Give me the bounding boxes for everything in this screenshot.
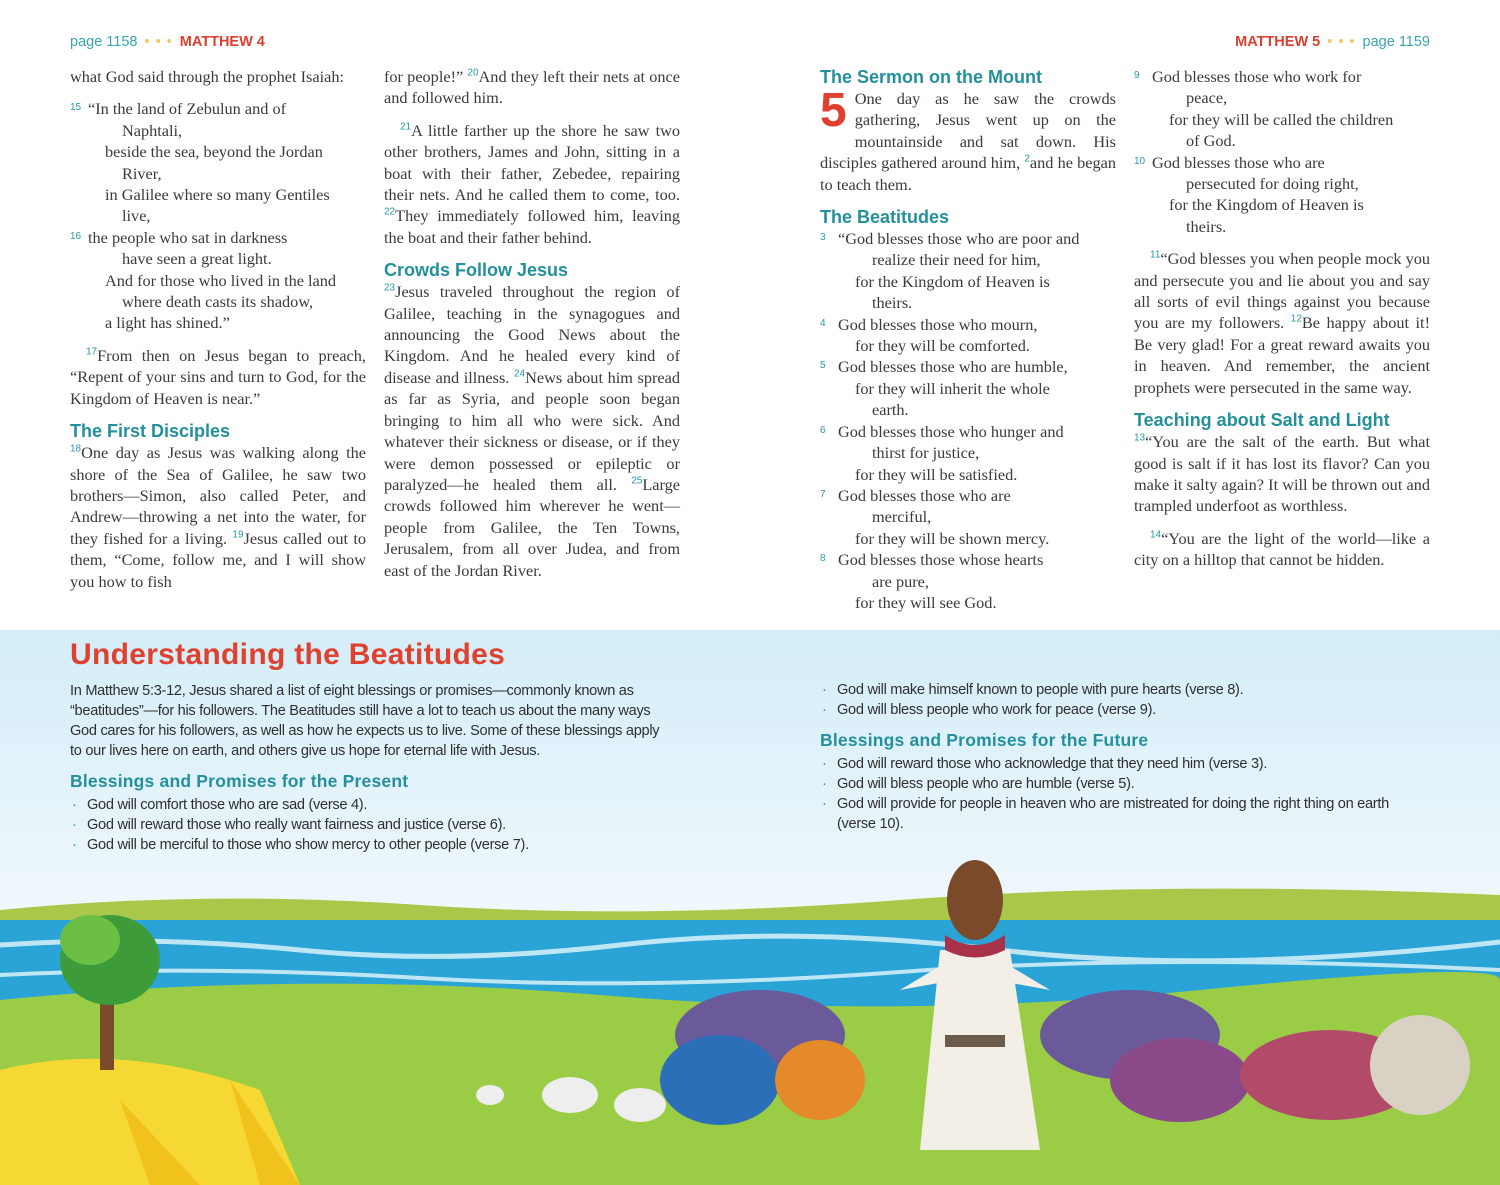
verse-text: for they will be called the children: [1169, 109, 1394, 129]
verse-number: 2: [1024, 153, 1030, 165]
paragraph: [384, 281, 680, 581]
verse-text: Large crowds followed him wherever he went—people from Galilee, the Ten Towns, Jerusalem, from all over Judea, and from east of the Jordan River.: [384, 474, 680, 580]
verse-number: 22: [384, 207, 396, 219]
verse-text: God blesses those whose hearts: [838, 550, 1044, 570]
feature-intro: In Matthew 5:3-12, Jesus shared a list of eight blessings or promises—commonly known as “beatitudes”—for his followers. The Beatitudes still have a lot to teach us about the many ways God cares for his followers, as well as how he expects us to live. Some of these blessings apply to our lives here on earth, and others give us hope for eternal life with Jesus.: [70, 683, 660, 759]
verse-text: for they will see God.: [855, 592, 997, 612]
list-item: · God will be merciful to those who show mercy to other people (verse 7).: [70, 835, 670, 855]
poetry-line: [820, 528, 1116, 549]
verse-number: 25: [631, 475, 643, 487]
verse-text: And they left their nets at once and followed him.: [384, 67, 681, 108]
paragraph: [1134, 528, 1430, 571]
poetry-line: [820, 314, 1116, 335]
verse-text: Jesus traveled throughout the region of Galilee, teaching in the synagogues and announcing the Good News about the Kingdom. And he healed every kind of disease and illness.: [384, 282, 680, 387]
poetry-line: [820, 335, 1116, 356]
verse-number: 4: [820, 317, 826, 329]
verse-text: God blesses those who are: [838, 485, 1011, 505]
future-heading: Blessings and Promises for the Future: [820, 730, 1149, 750]
verse-number: 9: [1134, 70, 1140, 81]
verse-text: where death casts its shadow,: [122, 292, 314, 312]
future-list: [820, 754, 1420, 834]
poetry-line: [820, 378, 1116, 399]
list-item: · God will reward those who acknowledge that they need him (verse 3).: [820, 754, 1420, 774]
text-column-3: [820, 66, 1116, 624]
verse-text: beside the sea, beyond the Jordan: [105, 142, 323, 162]
verse-text: “God blesses you when people mock you and persecute you and lie about you and say all sorts of evil things against you because you are my followers.: [1134, 249, 1430, 333]
verse-text: One day as he saw the crowds gathering, Jesus went up on the mountainside and sat down. His disciples gathered around him,: [820, 89, 1116, 173]
poetry-line: [1134, 87, 1430, 108]
poetry-line: [820, 356, 1116, 377]
poetry-line: [1134, 152, 1430, 173]
verse-text: A little farther up the shore he saw two other brothers, James and John, sitting in a boat with their father, Zebedee, repairing their nets. And he called them to come, too.: [384, 120, 680, 205]
present-list: [70, 795, 670, 855]
list-item: · God will reward those who really want fairness and justice (verse 6).: [70, 815, 670, 835]
verse-number: 18: [70, 443, 82, 455]
verse-number: 6: [820, 424, 826, 436]
poetry-line: [1134, 109, 1430, 130]
verse-text: God blesses those who mourn,: [838, 314, 1038, 334]
paragraph: [70, 442, 366, 592]
poetry-line: [820, 421, 1116, 442]
text-column-2: [384, 66, 680, 592]
verse-text: One day as Jesus was walking along the shore of the Sea of Galilee, he saw two brothers—Simon, also called Peter, and Andrew—throwing a net into the water, for they fished for a living.: [70, 443, 366, 548]
poetry-line: [70, 98, 366, 119]
verse-text: for they will be shown mercy.: [855, 528, 1050, 548]
verse-number: 23: [384, 282, 396, 294]
list-item: · God will provide for people in heaven who are mistreated for doing the right thing on earth (verse 10).: [820, 794, 1420, 834]
paragraph: [70, 66, 366, 87]
verse-text: for people!”: [384, 67, 468, 86]
verse-number: 3: [820, 232, 826, 244]
section-heading: Crowds Follow Jesus: [384, 260, 569, 281]
book-chapter: MATTHEW 5: [1235, 34, 1321, 50]
verse-text: what God said through the prophet Isaiah:: [70, 67, 345, 86]
verse-text: God blesses those who are humble,: [838, 357, 1068, 377]
chapter-number: 5: [820, 84, 847, 137]
list-item: · God will bless people who are humble (verse 5).: [820, 774, 1420, 794]
verse-text: God blesses those who are: [1152, 152, 1325, 172]
verse-text: merciful,: [872, 507, 932, 527]
verse-text: have seen a great light.: [122, 249, 272, 269]
verse-text: the people who sat in darkness: [88, 227, 288, 247]
running-header-left: [70, 34, 265, 50]
poetry-line: [820, 464, 1116, 485]
poetry-line: [1134, 66, 1430, 87]
paragraph: [820, 84, 1117, 195]
verse-number: 19: [232, 529, 244, 541]
poetry-line: [820, 442, 1116, 463]
verse-text: are pure,: [872, 571, 929, 591]
verse-text: River,: [122, 163, 162, 183]
verse-text: Naphtali,: [122, 120, 183, 140]
poetry-line: [70, 270, 366, 291]
poetry-line: [70, 163, 366, 184]
poetry-line: [70, 312, 366, 333]
poetry-line: [820, 571, 1116, 592]
present-list-continued: [820, 680, 1420, 720]
paragraph: [1134, 431, 1430, 517]
verse-text: for they will be comforted.: [855, 336, 1030, 356]
section-heading: The First Disciples: [70, 421, 231, 442]
poetry-line: [70, 291, 366, 312]
page-number: page 1159: [1362, 34, 1430, 50]
poetry-line: [1134, 173, 1430, 194]
verse-text: peace,: [1186, 88, 1228, 108]
page-number: page 1158: [70, 34, 138, 50]
running-header-right: [1235, 34, 1430, 50]
poetry-line: [70, 248, 366, 269]
verse-text: Be happy about it! Be very glad! For a great reward awaits you in heaven. And remember, the ancient prophets were persecuted in the same way.: [1134, 313, 1430, 397]
verse-number: 17: [86, 346, 98, 358]
verse-text: theirs.: [1186, 216, 1227, 236]
feature-right-column: [820, 680, 1420, 834]
verse-number: 5: [820, 360, 826, 372]
verse-text: realize their need for him,: [872, 250, 1041, 270]
verse-text: Jesus called out to them, “Come, follow me, and I will show you how to fish: [70, 528, 366, 591]
poetry-block: [820, 228, 1116, 613]
poetry-line: [1134, 216, 1430, 237]
paragraph: [384, 66, 680, 109]
section-heading: The Sermon on the Mount: [820, 67, 1042, 87]
verse-number: 7: [820, 488, 826, 500]
verse-text: “In the land of Zebulun and of: [88, 99, 287, 119]
verse-text: for the Kingdom of Heaven is: [855, 271, 1050, 291]
verse-number: 12: [1290, 314, 1302, 326]
verse-text: earth.: [872, 400, 909, 420]
poetry-line: [820, 228, 1116, 249]
feature-title: Understanding the Beatitudes: [70, 638, 506, 671]
verse-number: 21: [400, 121, 412, 133]
poetry-line: [820, 549, 1116, 570]
verse-number: 15: [70, 102, 82, 114]
feature-left-column: [70, 681, 670, 855]
book-chapter: MATTHEW 4: [179, 34, 265, 50]
section-heading: The Beatitudes: [820, 207, 950, 228]
verse-text: News about him spread as far as Syria, and people soon began bringing to him all who were sick. And whatever their sickness or disease, or if they were demon possessed or epileptic or paralyzed—he healed them all.: [384, 367, 680, 494]
verse-number: 11: [1150, 249, 1161, 261]
verse-text: live,: [122, 206, 151, 226]
verse-text: for they will inherit the whole: [855, 378, 1050, 398]
poetry-block: [70, 98, 366, 333]
poetry-line: [1134, 130, 1430, 151]
poetry-line: [70, 184, 366, 205]
poetry-line: [820, 271, 1116, 292]
list-item: · God will bless people who work for peace (verse 9).: [820, 700, 1420, 720]
poetry-line: [70, 141, 366, 162]
text-column-1: [70, 66, 366, 603]
separator-dots: • • •: [1327, 34, 1356, 50]
sermon-illustration: [0, 850, 1500, 1185]
verse-text: “You are the salt of the earth. But what good is salt if it has lost its flavor? Can you make it salty again? It will be thrown out and trampled underfoot as worthless.: [1134, 432, 1430, 516]
poetry-line: [820, 249, 1116, 270]
paragraph: [70, 345, 366, 409]
verse-text: and he began to teach them.: [820, 153, 1117, 194]
verse-text: thirst for justice,: [872, 443, 980, 463]
poetry-line: [820, 506, 1116, 527]
verse-number: 10: [1134, 155, 1146, 167]
poetry-line: [820, 399, 1116, 420]
separator-dots: • • •: [144, 34, 173, 50]
verse-number: 13: [1134, 432, 1146, 444]
verse-text: “You are the light of the world—like a city on a hilltop that cannot be hidden.: [1134, 528, 1430, 570]
list-item: · God will comfort those who are sad (verse 4).: [70, 795, 670, 815]
verse-text: of God.: [1186, 131, 1236, 151]
verse-text: From then on Jesus began to preach, “Repent of your sins and turn to God, for the Kingdom of Heaven is near.”: [70, 345, 366, 408]
section-heading: Teaching about Salt and Light: [1134, 410, 1390, 431]
present-heading: Blessings and Promises for the Present: [70, 771, 409, 791]
paragraph: [384, 120, 680, 248]
poetry-line: [820, 485, 1116, 506]
verse-number: 20: [467, 67, 479, 79]
poetry-line: [820, 592, 1116, 613]
poetry-line: [70, 227, 366, 248]
verse-text: a light has shined.”: [105, 313, 230, 333]
poetry-line: [1134, 194, 1430, 215]
verse-number: 24: [514, 368, 526, 380]
verse-text: “God blesses those who are poor and: [838, 229, 1080, 249]
list-item: · God will make himself known to people with pure hearts (verse 8).: [820, 680, 1420, 700]
verse-text: in Galilee where so many Gentiles: [105, 185, 330, 205]
verse-number: 16: [70, 230, 82, 242]
verse-number: 14: [1150, 529, 1162, 541]
verse-text: And for those who lived in the land: [105, 270, 337, 290]
verse-text: God blesses those who hunger and: [838, 421, 1064, 441]
text-column-4: [1134, 66, 1430, 582]
poetry-line: [70, 205, 366, 226]
poetry-line: [820, 292, 1116, 313]
paragraph: [1134, 248, 1430, 398]
poetry-line: [70, 120, 366, 141]
verse-text: for the Kingdom of Heaven is: [1169, 195, 1364, 215]
poetry-block: [1134, 66, 1430, 237]
verse-text: persecuted for doing right,: [1186, 174, 1359, 194]
verse-text: for they will be satisfied.: [855, 464, 1018, 484]
verse-text: theirs.: [872, 293, 913, 313]
verse-number: 8: [820, 553, 826, 565]
verse-text: God blesses those who work for: [1152, 67, 1362, 86]
verse-text: They immediately followed him, leaving the boat and their father behind.: [384, 206, 680, 247]
